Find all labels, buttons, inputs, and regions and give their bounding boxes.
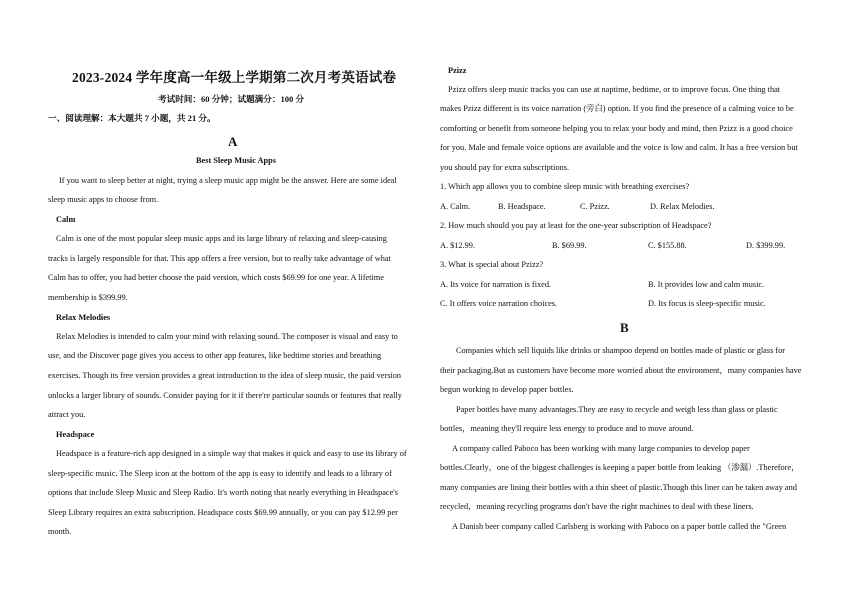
passage-a-letter: A bbox=[228, 134, 238, 149]
paragraph-line: A Danish beer company called Carlsberg is working with Paboco on a paper bottle called the "Green bbox=[452, 522, 787, 531]
paragraph-line: month. bbox=[48, 527, 72, 536]
passage-a-intro-line: sleep music apps to choose from. bbox=[48, 195, 159, 204]
paragraph-line: Companies which sell liquids like drinks or shampoo depend on bottles made of plastic or glass for bbox=[456, 346, 786, 355]
answer-option: D. Relax Melodies. bbox=[650, 202, 715, 211]
paragraph-line: begun working to develop paper bottles. bbox=[440, 385, 574, 394]
paragraph-line: recycled，meaning recycling programs don't have the right machines to deal with these liners. bbox=[440, 502, 754, 511]
answer-option: B. Headspace. bbox=[498, 202, 546, 211]
exam-title: 2023-2024 学年度高一年级上学期第二次月考英语试卷 bbox=[72, 70, 397, 85]
paragraph-line: bottles，meaning they'll require less energy to produce and to move around. bbox=[440, 424, 694, 433]
paragraph-line: Paper bottles have many advantages.They are easy to recycle and weigh less than glass or plastic bbox=[456, 405, 778, 414]
section-heading: 一、阅读理解：本大题共 7 小题，共 21 分。 bbox=[48, 113, 216, 123]
paragraph-line: for you. Male and female voice options are available and the voice is low and calm. It has a free version but bbox=[440, 143, 798, 152]
paragraph-line: you should pay for extra subscriptions. bbox=[440, 163, 570, 172]
answer-option: D. $399.99. bbox=[746, 241, 786, 250]
answer-option: A. Its voice for narration is fixed. bbox=[440, 280, 552, 289]
app-heading-relax-melodies: Relax Melodies bbox=[56, 313, 111, 322]
passage-a-intro-line: If you want to sleep better at night, trying a sleep music app might be the answer. Here are some ideal bbox=[59, 176, 397, 185]
question-stem: 3. What is special about Pzizz? bbox=[440, 260, 544, 269]
answer-option: A. Calm. bbox=[440, 202, 471, 211]
paragraph-line: tracks is largely responsible for that. This app offers a free version, but to really take advantage of what bbox=[48, 254, 391, 263]
question-stem: 2. How much should you pay at least for the one-year subscription of Headspace? bbox=[440, 221, 712, 230]
paragraph-line: Sleep Library requires an extra subscription. Headspace costs $69.99 annually, or you can pay $12.99 per bbox=[48, 508, 398, 517]
answer-option: C. Pzizz. bbox=[580, 202, 610, 211]
paragraph-line: Headspace is a feature-rich app designed in a simple way that makes it quick and easy to use its library of bbox=[56, 449, 407, 458]
paragraph-line: use, and the Discover page gives you access to other app features, like bedtime stories and breathing bbox=[48, 351, 382, 360]
answer-option: D. Its focus is sleep-specific music. bbox=[648, 299, 766, 308]
answer-option: B. $69.99. bbox=[552, 241, 587, 250]
answer-option: B. It provides low and calm music. bbox=[648, 280, 765, 289]
paragraph-line: Calm is one of the most popular sleep music apps and its large library of relaxing and sleep-causing bbox=[56, 234, 387, 243]
paragraph-line: many companies are lining their bottles with a thin sheet of plastic.Though this liner can be taken away and bbox=[440, 483, 797, 492]
question-stem: 1. Which app allows you to combine sleep music with breathing exercises? bbox=[440, 182, 690, 191]
paragraph-line: Pzizz offers sleep music tracks you can use at naptime, bedtime, or to improve focus. One thing that bbox=[448, 85, 781, 94]
app-heading-calm: Calm bbox=[56, 215, 76, 224]
paragraph-line: exercises. Though its free version provides a great introduction to the idea of sleep music, the paid version bbox=[48, 371, 402, 380]
paragraph-line: attract you. bbox=[48, 410, 86, 419]
passage-a-title: Best Sleep Music Apps bbox=[196, 156, 276, 165]
exam-info: 考试时间：60 分钟；试题满分：100 分 bbox=[158, 94, 305, 104]
paragraph-line: Relax Melodies is intended to calm your mind with relaxing sound. The composer is visual and easy to bbox=[56, 332, 398, 341]
answer-option: C. $155.88. bbox=[648, 241, 687, 250]
paragraph-line: membership is $399.99. bbox=[48, 293, 128, 302]
answer-option: C. It offers voice narration choices. bbox=[440, 299, 558, 308]
passage-b-letter: B bbox=[620, 320, 629, 335]
app-heading-headspace: Headspace bbox=[56, 430, 95, 439]
paragraph-line: A company called Paboco has been working with many large companies to develop paper bbox=[452, 444, 750, 453]
paragraph-line: their packaging.But as customers have become more worried about the environment，many companies have bbox=[440, 366, 802, 375]
paragraph-line: comforting or benefit from someone helping you to relax your body and mind, then Pzizz is a good choice bbox=[440, 124, 793, 133]
paragraph-line: Calm has to offer, you had better choose the paid version, which costs $69.99 for one year. A lifetime bbox=[48, 273, 384, 282]
answer-option: A. $12.99. bbox=[440, 241, 476, 250]
paragraph-line: sleep-specific music. The Sleep icon at the bottom of the app is easy to identify and leads to a library of bbox=[48, 469, 392, 478]
paragraph-line: bottles.Clearly，one of the biggest challenges is keeping a paper bottle from leaking （渗漏）.Therefore， bbox=[440, 463, 800, 472]
paragraph-line: options that include Sleep Music and Sleep Radio. It's worth noting that nearly everything in Headspace's bbox=[48, 488, 399, 497]
app-heading-pzizz: Pzizz bbox=[448, 66, 467, 75]
paragraph-line: unlocks a larger library of sounds. Consider paying for it if there're particular sounds or features that really bbox=[48, 391, 402, 400]
paragraph-line: makes Pzizz different is its voice narration (旁白) option. If you find the presence of a calming voice to be bbox=[440, 104, 794, 113]
